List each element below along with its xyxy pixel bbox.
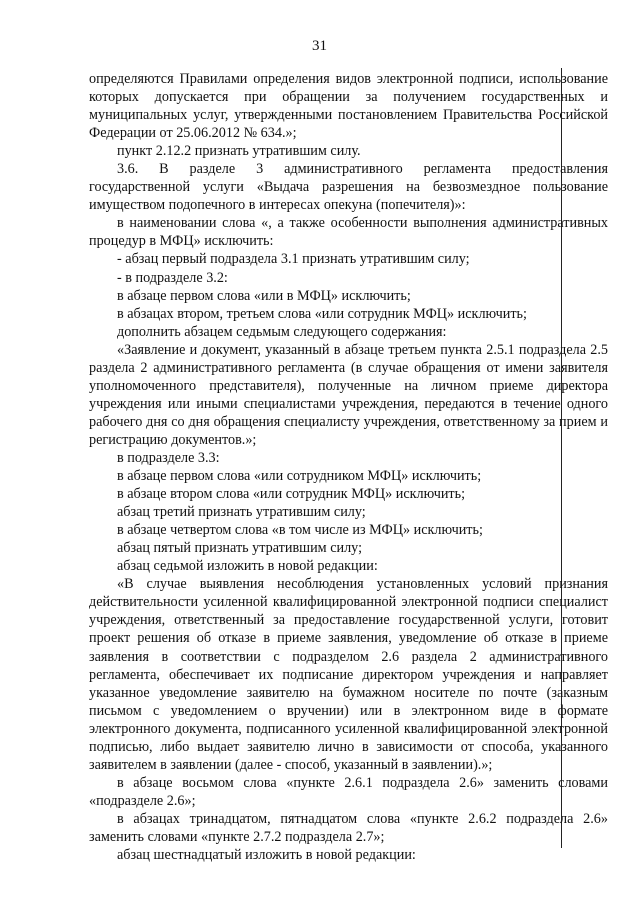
paragraph: дополнить абзацем седьмым следующего содержания: (117, 323, 447, 340)
paragraph: «Заявление и документ, указанный в абзаце третьем пункта 2.5.1 подраздела 2.5 раздела 2 административного регламента (в случае обращения от имени заявителя уполномоченного представителя), полученные на личном приеме директора учреждения или иными специалистами учреждения, передаются в течение одного рабочего дня со дня обращения специалисту учреждения, ответственному за прием и регистрацию документов.»; (89, 341, 608, 448)
paragraph: в абзаце втором слова «или сотрудник МФЦ» исключить; (117, 486, 466, 503)
paragraph: в наименовании слова «, а также особенности выполнения административных процедур в МФЦ» исключить: (89, 215, 608, 250)
paragraph: в абзацах втором, третьем слова «или сотрудник МФЦ» исключить; (117, 305, 527, 322)
paragraph: абзац третий признать утратившим силу; (117, 504, 366, 521)
paragraph: - в подразделе 3.2: (117, 269, 228, 286)
paragraph: в подразделе 3.3: (117, 449, 220, 466)
paragraph: пункт 2.12.2 признать утратившим силу. (117, 143, 361, 160)
paragraph: в абзаце первом слова «или сотрудником МФЦ» исключить; (117, 468, 482, 485)
document-body (89, 70, 608, 864)
paragraph: в абзаце первом слова «или в МФЦ» исключить; (117, 287, 411, 304)
paragraph: в абзаце восьмом слова «пункте 2.6.1 подраздела 2.6» заменить словами «подразделе 2.6»; (89, 774, 608, 809)
paragraph: 3.6. В разделе 3 административного регламента предоставления государственной услуги «Выдача разрешения на безвозмездное пользование имуществом подопечного в интересах опекуна (попечителя)»: (89, 161, 608, 214)
paragraph: абзац шестнадцатый изложить в новой редакции: (117, 847, 416, 864)
page-number: 31 (312, 38, 327, 54)
paragraph: абзац пятый признать утратившим силу; (117, 540, 363, 557)
paragraph: определяются Правилами определения видов электронной подписи, использование которых допускается при обращении за получением государственных и муниципальных услуг, утвержденными постановлением Правительства Российской Федерации от 25.06.2012 № 634.»; (89, 71, 608, 142)
paragraph: «В случае выявления несоблюдения установленных условий признания действительности усиленной квалифицированной электронной подписи специалист учреждения, ответственный за предоставление государственной услуги, готовит проект решения об отказе в приеме заявления, уведомление об отказе в приеме заявления в соответствии с подразделом 2.6 раздела 2 административного регламента, обеспечивает их подписание директором учреждения и направляет указанное уведомление заявителю на бумажном носителе по почте (заказным письмом с уведомлением о вручении) или в электронном виде в формате электронного документа, подписанного усиленной квалифицированной электронной подписью, либо выдает заявителю лично в зависимости от способа, указанного заявителем в заявлении (далее - способ, указанный в заявлении).»; (89, 576, 608, 773)
paragraph: в абзаце четвертом слова «в том числе из МФЦ» исключить; (117, 522, 483, 539)
paragraph: - абзац первый подраздела 3.1 признать утратившим силу; (117, 251, 470, 268)
paragraph: абзац седьмой изложить в новой редакции: (117, 558, 378, 575)
paragraph: в абзацах тринадцатом, пятнадцатом слова «пункте 2.6.2 подраздела 2.6» заменить словами «пункте 2.7.2 подраздела 2.7»; (89, 810, 608, 845)
